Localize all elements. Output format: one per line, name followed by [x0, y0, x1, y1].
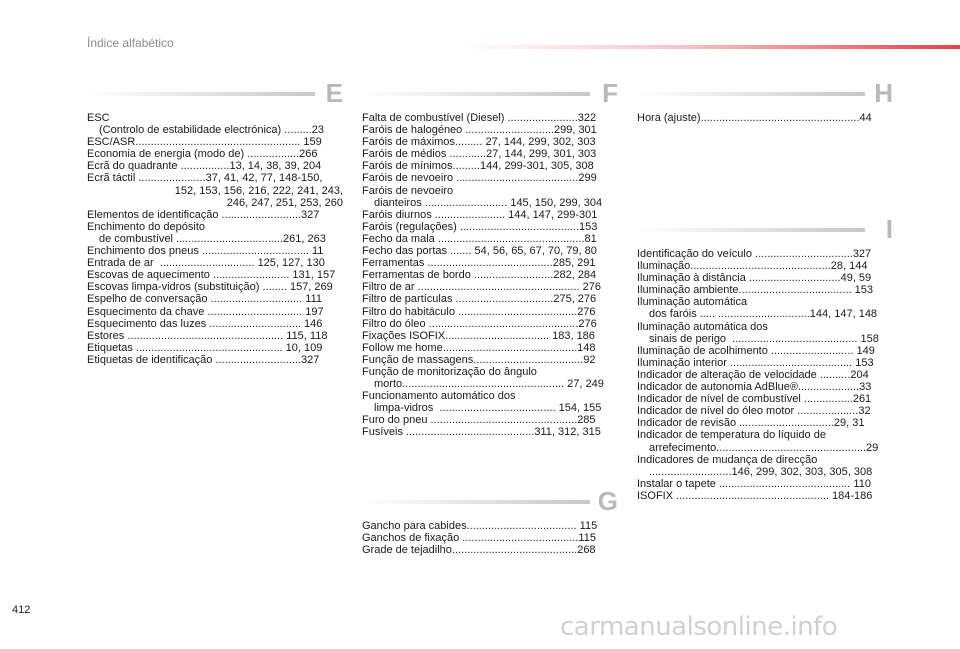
index-entry: Ferramentas .........................................285, 291 [362, 257, 596, 270]
watermark: carmanualsonline.info [560, 612, 838, 642]
section-letter-f: F [602, 78, 618, 108]
index-entry: Faróis (regulações) .......................................153 [362, 220, 598, 233]
section-rule [362, 500, 590, 504]
index-entry: Estores ................................................... 115, 118 [87, 329, 328, 342]
index-column-1 [87, 78, 343, 366]
index-entry: Furo do pneu ................................................285 [362, 414, 596, 427]
index-entry: ESC/ASR...................................................... 159 [87, 136, 322, 149]
index-entry: limpa-vidros ...................................... 154, 155 [374, 402, 602, 415]
section-rule [362, 92, 590, 96]
index-column-2 [362, 78, 618, 439]
index-entry: Filtro do óleo .................................................276 [362, 317, 597, 330]
index-entry: Indicador de temperatura do líquido de [637, 429, 826, 442]
index-entry: Função de monitorização do ângulo [362, 365, 537, 378]
index-entry: sinais de perigo ......................................... 158 [649, 332, 879, 345]
index-entry: Fusíveis ..........................................311, 312, 315 [362, 426, 601, 439]
index-entry: 246, 247, 251, 253, 260 [226, 196, 343, 209]
index-entry: Fixações ISOFIX.................................. 183, 186 [362, 329, 595, 342]
index-entry: ...........................146, 299, 302, 303, 305, 308 [649, 465, 873, 478]
section-header-f [362, 78, 618, 108]
index-entry: dos faróis ..... ..............................144, 147, 148 [649, 308, 878, 321]
index-entry: Iluminação automática [637, 296, 748, 309]
section-h-entries [637, 112, 893, 124]
index-entry: Escovas limpa-vidros (substituição) ........ 157, 269 [87, 281, 333, 294]
index-entry: Identificação do veículo ................................327 [637, 248, 872, 260]
index-entry: Instalar o tapete ........................................... 110 [637, 477, 871, 490]
index-entry: Espelho de conversação .............................. 111 [87, 293, 322, 306]
index-entry: Faróis de nevoeiro ........................................299 [362, 172, 597, 185]
index-entry: Etiquetas ................................................ 10, 109 [87, 341, 323, 354]
index-entry: Ferramentas de bordo ..........................282, 284 [362, 269, 597, 282]
index-entry: Filtro do habitáculo .......................................276 [362, 305, 596, 318]
index-entry: Faróis de máximos......... 27, 144, 299, 302, 303 [362, 136, 596, 149]
index-entry: Indicador de autonomia AdBlue®....................33 [637, 381, 872, 394]
index-column-3-i [637, 214, 893, 502]
index-entry: Falta de combustível (Diesel) .......................322 [362, 112, 597, 124]
index-entry: Economia de energia (modo de) .................266 [87, 148, 318, 161]
index-entry: Função de massagens....................................92 [362, 353, 596, 366]
index-entry: Iluminação..............................................28, 144 [637, 260, 868, 273]
index-entry: Iluminação automática dos [637, 320, 768, 333]
index-entry: Indicador de revisão ...............................29, 31 [637, 417, 865, 430]
index-entry: Iluminação à distância ..............................49, 59 [637, 272, 872, 285]
index-entry: Entrada de ar ............................... 125, 127, 130 [87, 257, 325, 270]
page-number: 412 [12, 604, 31, 616]
section-header-h [637, 78, 893, 108]
index-entry: Esquecimento das luzes .............................. 146 [87, 317, 323, 330]
section-header-g [362, 486, 618, 516]
index-entry: de combustível ...................................261, 263 [99, 232, 326, 245]
index-entry: Faróis de halogéneo .............................299, 301 [362, 124, 597, 137]
index-entry: Gancho para cabides.................................... 115 [362, 520, 598, 532]
index-entry: Iluminação de acolhimento ........................... 149 [637, 344, 875, 357]
index-entry: Grade de tejadilho.........................................268 [362, 544, 596, 557]
index-entry: Hora (ajuste)....................................................44 [637, 112, 872, 124]
index-entry: ESC [87, 112, 110, 124]
section-header-i [637, 214, 893, 244]
section-letter-i: I [885, 214, 893, 244]
index-entry: Etiquetas de identificação ............................327 [87, 353, 320, 366]
index-entry: Escovas de aquecimento ......................... 131, 157 [87, 269, 336, 282]
index-entry: Fecho das portas ....... 54, 56, 65, 67, 70, 79, 80 [362, 245, 597, 258]
index-column-3 [637, 78, 893, 124]
index-entry: Iluminação ambiente..................................... 153 [637, 284, 873, 297]
index-entry: arrefecimento.................................................29 [649, 441, 879, 454]
index-entry: Faróis de nevoeiro [362, 184, 454, 197]
section-i-entries [637, 248, 893, 502]
index-entry: Filtro de partículas ................................275, 276 [362, 293, 597, 306]
index-entry: Ecrã do quadrante ................13, 14, 38, 39, 204 [87, 160, 322, 173]
section-letter-g: G [597, 486, 618, 516]
index-entry: morto..................................................... 27, 249 [374, 378, 604, 391]
index-entry: Iluminação interior ........................................ 153 [637, 356, 874, 369]
index-entry: Indicador de alteração de velocidade ..........204 [637, 368, 869, 381]
page-header-title: Índice alfabético [87, 36, 174, 50]
index-entry: Esquecimento da chave ............................... 197 [87, 305, 324, 318]
section-letter-e: E [325, 78, 343, 108]
index-entry: Faróis de mínimos.........144, 299-301, 305, 308 [362, 160, 594, 173]
index-entry: Follow me home............................................148 [362, 341, 596, 354]
index-entry: Elementos de identificação ..........................327 [87, 208, 320, 221]
index-entry: Funcionamento automático dos [362, 390, 516, 403]
section-f-entries [362, 112, 618, 439]
section-letter-h: H [874, 78, 893, 108]
section-g-entries [362, 520, 618, 556]
section-rule [87, 92, 315, 96]
index-entry: 152, 153, 156, 216, 222, 241, 243, [174, 184, 343, 197]
index-entry: ISOFIX .................................................. 184-186 [637, 489, 873, 502]
index-entry: Indicador de nível do óleo motor ....................32 [637, 405, 871, 418]
index-entry: Enchimento dos pneus ................................... 11 [87, 245, 324, 258]
index-entry: Indicadores de mudança de direcção [637, 453, 818, 466]
section-e-entries [87, 112, 343, 366]
section-header-e [87, 78, 343, 108]
index-entry: Indicador de nível de combustível ................261 [637, 393, 872, 406]
index-entry: Ecrã táctil ......................37, 41, 42, 77, 148-150, [87, 172, 323, 185]
index-entry: (Controlo de estabilidade electrónica) .........23 [99, 124, 325, 137]
index-entry: dianteiros ........................... 145, 150, 299, 304 [374, 196, 603, 209]
index-entry: Enchimento do depósito [87, 220, 206, 233]
index-entry: Faróis diurnos ....................... 144, 147, 299-301 [362, 208, 598, 221]
index-column-2-g [362, 486, 618, 557]
section-rule [637, 92, 865, 96]
section-rule [637, 228, 865, 232]
index-entry: Fecho da mala ................................................81 [362, 232, 597, 245]
index-entry: Filtro de ar ..................................................... 276 [362, 281, 602, 294]
index-entry: Ganchos de fixação ......................................115 [362, 532, 596, 545]
header-accent-bar [460, 45, 960, 49]
index-entry: Faróis de médios ............27, 144, 299, 301, 303 [362, 148, 597, 161]
